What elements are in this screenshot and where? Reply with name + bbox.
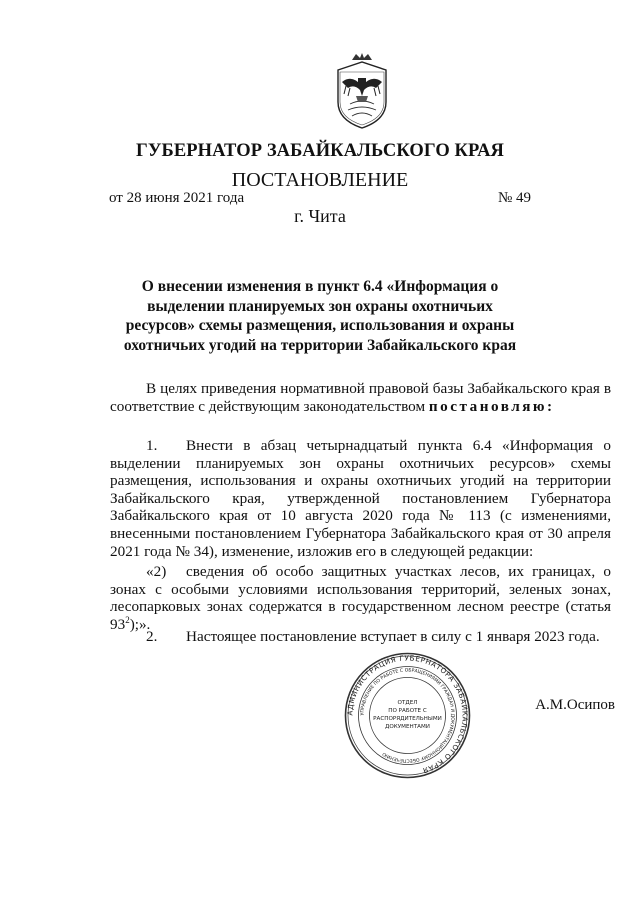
stamp-line: ДОКУМЕНТАМИ [385, 724, 430, 730]
quote-body: сведения об особо защитных участках лесов, их границах, о зонах с особыми условиями использования территорий, зеленых зонах, лесопарковых зонах содержатся в государственном лесном реестре (статья 93 [110, 563, 611, 633]
signer-name: А.М.Осипов [535, 697, 615, 713]
quote-number: «2) [146, 563, 167, 580]
document-city: г. Чита [294, 206, 346, 226]
preamble [110, 380, 611, 415]
preamble-text: В целях приведения нормативной правовой базы Забайкальского края в соответствие с действующим законодательством [110, 380, 611, 415]
document-number: № 49 [497, 190, 531, 206]
item-text: Настоящее постановление вступает в силу с 1 января 2023 года. [186, 628, 600, 645]
document-date: от 28 июня 2021 года [109, 190, 245, 206]
stamp-line: РАСПОРЯДИТЕЛЬНЫМИ [373, 716, 442, 722]
official-stamp [344, 652, 471, 779]
list-item [110, 628, 611, 646]
quote-sup: 2 [125, 614, 130, 625]
quote-end: );». [129, 615, 151, 633]
document-type: ПОСТАНОВЛЕНИЕ [231, 169, 409, 191]
decree-word: постановляю: [428, 397, 555, 415]
stamp-outer-text: АДМИНИСТРАЦИЯ ГУБЕРНАТОРА ЗАБАЙКАЛЬСКОГО КРАЯ [345, 653, 470, 776]
quoted-text [110, 563, 611, 633]
item-number: 2. [146, 628, 158, 645]
stamp-inner-text: УПРАВЛЕНИЕ ПО РАБОТЕ С ОБРАЩЕНИЯМИ ГРАЖДАН И ДОКУМЕНТАЦИОННОМУ ОБЕСПЕЧЕНИЮ [360, 668, 455, 763]
authority-heading: ГУБЕРНАТОР ЗАБАЙКАЛЬСКОГО КРАЯ [135, 141, 505, 161]
item-number: 1. [146, 437, 158, 454]
stamp-line: ПО РАБОТЕ С [388, 708, 427, 714]
stamp-line: ОТДЕЛ [397, 700, 418, 706]
coat-of-arms-icon [330, 52, 394, 130]
list-item [110, 437, 611, 560]
document-title: О внесении изменения в пункт 6.4 «Информация о выделении планируемых зон охраны охотничьих ресурсов» схемы размещения, использования и охраны охотничьих угодий на территории Забайкальского края [123, 278, 517, 354]
item-text: Внести в абзац четырнадцатый пункта 6.4 «Информация о выделении планируемых зон охраны охотничьих ресурсов» схемы размещения, использования и охраны охотничьих угодий на территории Забайкальского края, утвержденной постановлением Губернатора Забайкальского края от 10 августа 2020 года № 113 (с изменениями, внесенными постановлением Губернатора Забайкальского края от 30 апреля 2021 года № 34), изменение, изложив его в следующей редакции: [110, 437, 611, 560]
